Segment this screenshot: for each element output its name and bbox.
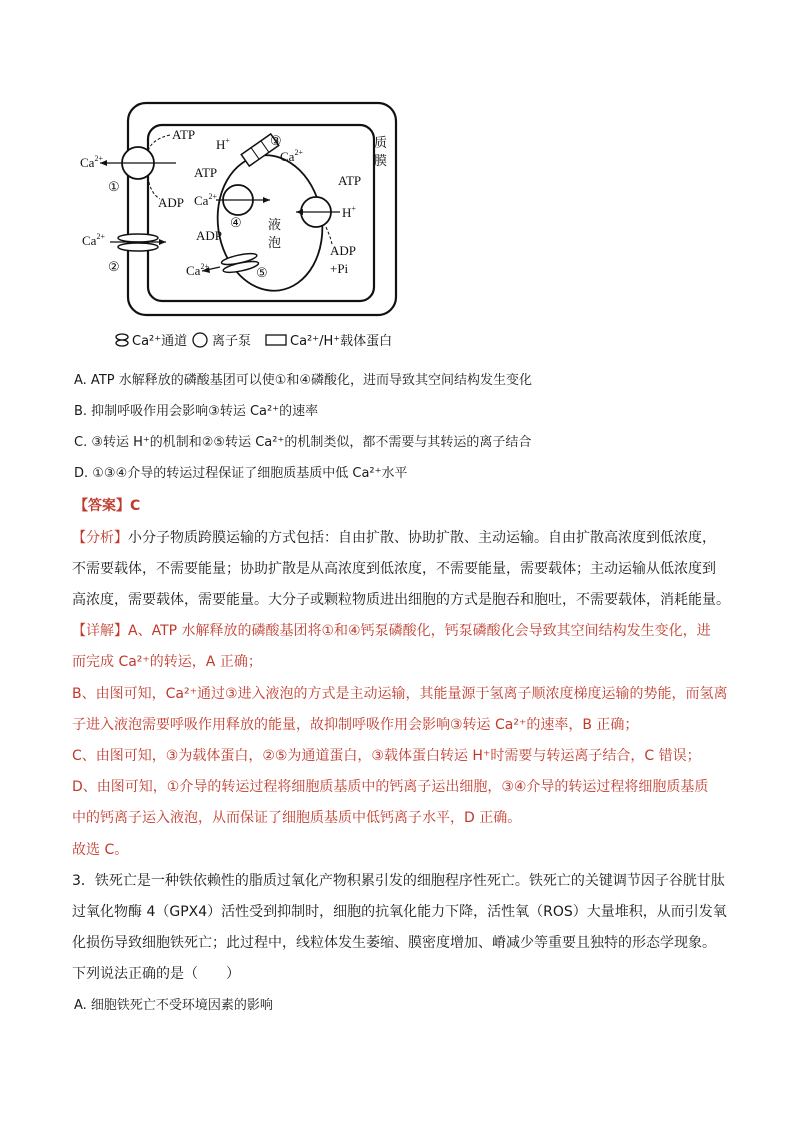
q3-line-3: 化损伤导致细胞铁死亡；此过程中，线粒体发生萎缩、膜密度增加、嵴减少等重要且独特的形态学现象。 bbox=[72, 935, 716, 951]
h-label-pump: H bbox=[342, 205, 352, 220]
answer: 【答案】C bbox=[74, 498, 141, 514]
ca-label-5: Ca bbox=[186, 263, 201, 278]
svg-text:H+: H+ bbox=[216, 136, 230, 152]
analysis-line-3: 高浓度，需要载体，需要能量。大分子或颗粒物质进出细胞的方式是胞吞和胞吐，不需要载体，消耗能量。 bbox=[72, 592, 730, 608]
svg-text:H+: H+ bbox=[342, 204, 356, 220]
num-2: ② bbox=[108, 259, 120, 274]
detail-line-4: 子进入液泡需要呼吸作用释放的能量，故抑制呼吸作用会影响③转运 Ca²⁺的速率，B 正确； bbox=[72, 717, 639, 733]
q3-option-a: A. 细胞铁死亡不受环境因素的影响 bbox=[74, 998, 273, 1013]
legend-carrier: Ca²⁺/H⁺载体蛋白 bbox=[290, 334, 393, 349]
adp-label-4: ADP bbox=[196, 228, 223, 243]
q3-line-1: 3．铁死亡是一种铁依赖性的脂质过氧化产物积累引发的细胞程序性死亡。铁死亡的关键调节因子谷胱甘肽 bbox=[72, 873, 725, 889]
h-label-3: H bbox=[216, 137, 226, 152]
analysis-line-2: 不需要载体，不需要能量；协助扩散是从高浓度到低浓度，不需要能量，需要载体；主动运输从低浓度到 bbox=[72, 561, 716, 577]
membrane-label-1: 质 bbox=[374, 136, 388, 151]
adp-label-1: ADP bbox=[158, 195, 185, 210]
num-4: ④ bbox=[230, 215, 242, 230]
num-1: ① bbox=[108, 179, 120, 194]
svg-text:Ca2+: $Ca^{2+}$ bbox=[194, 192, 217, 208]
svg-text:Ca2+: $Ca^{2+}$ bbox=[82, 232, 105, 248]
legend bbox=[116, 333, 392, 349]
channel-2-top bbox=[118, 234, 158, 242]
detail-line-7: 中的钙离子运入液泡，从而保证了细胞质基质中低钙离子水平，D 正确。 bbox=[72, 810, 522, 826]
q3-line-2: 过氧化物酶 4（GPX4）活性受到抑制时，细胞的抗氧化能力下降，活性氧（ROS）大量堆积，从而引发氧 bbox=[72, 904, 727, 920]
detail-line-1: 【详解】A、ATP 水解释放的磷酸基团将①和④钙泵磷酸化，钙泵磷酸化会导致其空间结构发生变化，进 bbox=[72, 623, 711, 639]
detail-line-6: D、由图可知，①介导的转运过程将细胞质基质中的钙离子运出细胞，③④介导的转运过程将细胞质基质 bbox=[72, 779, 709, 795]
option-a: A. ATP 水解释放的磷酸基团可以使①和④磷酸化，进而导致其空间结构发生变化 bbox=[74, 373, 533, 388]
detail-line-2: 而完成 Ca²⁺的转运，A 正确； bbox=[72, 654, 262, 670]
detail-tag: 【详解】 bbox=[72, 623, 128, 639]
q3-line-4: 下列说法正确的是（ ） bbox=[72, 966, 240, 982]
atp-label-1: ATP bbox=[172, 127, 196, 142]
option-d: D. ①③④介导的转运过程保证了细胞质基质中低 Ca²⁺水平 bbox=[74, 466, 408, 481]
num-3: ③ bbox=[270, 133, 282, 148]
ion-transport-diagram bbox=[70, 95, 430, 355]
svg-text:Ca2+: $Ca^{2+}$ bbox=[80, 154, 103, 170]
analysis-tag: 【分析】 bbox=[72, 530, 128, 546]
ca-label-4: Ca bbox=[194, 193, 209, 208]
svg-text:Ca2+: $Ca^{2+}$ bbox=[186, 262, 209, 278]
ca-label-3: Ca bbox=[280, 149, 295, 164]
analysis-line-1: 【分析】小分子物质跨膜运输的方式包括：自由扩散、协助扩散、主动运输。自由扩散高浓度到低浓度， bbox=[72, 530, 716, 546]
ca-label-2: Ca bbox=[82, 233, 97, 248]
option-c: C. ③转运 H⁺的机制和②⑤转运 Ca²⁺的机制类似，都不需要与其转运的离子结合 bbox=[74, 435, 532, 450]
atp-label-h: ATP bbox=[338, 173, 362, 188]
membrane-label-2: 膜 bbox=[374, 154, 388, 169]
vacuole-label-2: 泡 bbox=[268, 236, 282, 251]
atp-label-4: ATP bbox=[194, 165, 218, 180]
adp-pi-2: +Pi bbox=[330, 261, 349, 276]
svg-text:Ca2+: $Ca^{2+}$ bbox=[280, 148, 303, 164]
channel-2-bottom bbox=[118, 243, 158, 251]
num-5: ⑤ bbox=[256, 265, 268, 280]
legend-channel: Ca²⁺通道 bbox=[132, 334, 188, 349]
adp-pi-1: ADP bbox=[330, 243, 357, 258]
ca-label-1: Ca bbox=[80, 155, 95, 170]
detail-line-3: B、由图可知，Ca²⁺通过③进入液泡的方式是主动运输，其能量源于氢离子顺浓度梯度运输的势能，而氢离 bbox=[72, 686, 728, 702]
vacuole-label-1: 液 bbox=[268, 218, 282, 233]
detail-conclusion: 故选 C。 bbox=[72, 842, 129, 858]
legend-pump: 离子泵 bbox=[212, 334, 252, 349]
detail-line-5: C、由图可知，③为载体蛋白，②⑤为通道蛋白，③载体蛋白转运 H⁺时需要与转运离子结合，C 错误； bbox=[72, 748, 701, 764]
option-b: B. 抑制呼吸作用会影响③转运 Ca²⁺的速率 bbox=[74, 404, 319, 419]
